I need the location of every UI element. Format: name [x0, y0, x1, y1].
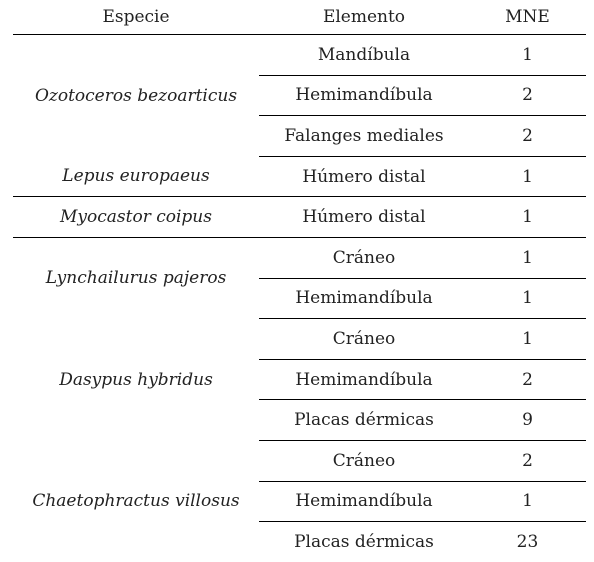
- element-cell: Cráneo: [259, 237, 469, 278]
- header-species: Especie: [13, 0, 259, 35]
- species-cell: Chaetophractus villosus: [32, 491, 240, 512]
- mne-cell: 1: [469, 481, 586, 522]
- element-cell: Placas dérmicas: [259, 400, 469, 441]
- table-row: [13, 319, 586, 360]
- element-cell: Hemimandíbula: [259, 359, 469, 400]
- mne-cell: 1: [469, 197, 586, 238]
- table-row: [13, 35, 586, 76]
- species-cell: Ozotoceros bezoarticus: [34, 85, 238, 106]
- mne-cell: 2: [469, 440, 586, 481]
- element-cell: Hemimandíbula: [259, 481, 469, 522]
- table-row: [13, 237, 586, 278]
- element-cell: Falanges mediales: [259, 116, 469, 157]
- mne-cell: 1: [469, 319, 586, 360]
- element-cell: Placas dérmicas: [294, 531, 434, 552]
- mne-cell: 2: [469, 359, 586, 400]
- species-cell: Lynchailurus pajeros: [45, 268, 227, 289]
- mne-cell: 23: [516, 531, 539, 552]
- species-cell: Myocastor coipus: [13, 197, 259, 238]
- element-cell: Cráneo: [259, 319, 469, 360]
- table-row: [13, 156, 586, 197]
- element-cell: Hemimandíbula: [259, 75, 469, 116]
- element-cell: Mandíbula: [259, 35, 469, 76]
- mne-cell: 2: [469, 116, 586, 157]
- element-cell: Húmero distal: [259, 197, 469, 238]
- table-body: [13, 35, 586, 562]
- mne-cell: 1: [469, 278, 586, 319]
- mne-cell: 1: [469, 237, 586, 278]
- element-cell: Cráneo: [259, 440, 469, 481]
- mne-cell: 1: [469, 156, 586, 197]
- header-row: [13, 0, 586, 35]
- species-cell: Dasypus hybridus: [59, 369, 213, 390]
- table-header: [13, 0, 586, 35]
- mne-cell: 2: [469, 75, 586, 116]
- header-mne: MNE: [469, 0, 586, 35]
- mne-cell: 9: [469, 400, 586, 441]
- mne-cell: 1: [469, 35, 586, 76]
- table-row: [13, 197, 586, 238]
- table-row: [13, 440, 586, 481]
- species-cell: Lepus europaeus: [13, 156, 259, 197]
- element-cell: Húmero distal: [259, 156, 469, 197]
- element-cell: Hemimandíbula: [259, 278, 469, 319]
- header-element: Elemento: [259, 0, 469, 35]
- mne-table: [13, 0, 586, 562]
